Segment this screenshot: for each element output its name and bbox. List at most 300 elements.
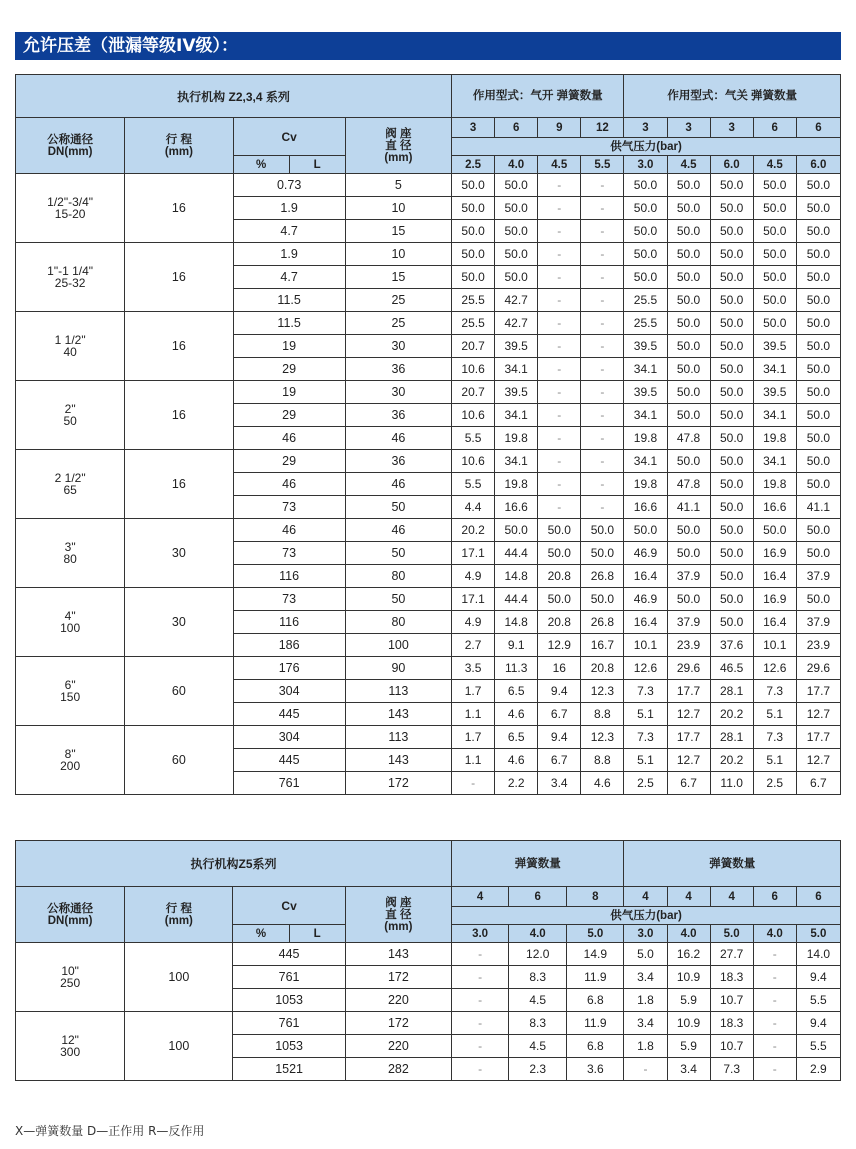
col-l-header: L — [289, 925, 345, 943]
spring-count: 3 — [452, 118, 495, 138]
seat-diameter-cell: 172 — [345, 966, 451, 989]
pressure-value: 50.0 — [667, 588, 710, 611]
pressure-value: 50.0 — [667, 335, 710, 358]
pressure-value: 19.8 — [495, 427, 538, 450]
seat-diameter-cell: 36 — [345, 358, 451, 381]
table-row — [16, 450, 841, 473]
pressure-value: 50.0 — [624, 243, 667, 266]
pressure-value: - — [538, 381, 581, 404]
seat-diameter-cell: 172 — [345, 772, 451, 795]
seat-diameter-cell: 282 — [345, 1058, 451, 1081]
pressure-value: 16.4 — [624, 611, 667, 634]
pressure-value: 50.0 — [796, 289, 840, 312]
pressure-value: 50.0 — [710, 519, 753, 542]
pressure-value: 50.0 — [710, 473, 753, 496]
pressure-value: 42.7 — [495, 312, 538, 335]
pressure-value: 50.0 — [796, 381, 840, 404]
pressure-value: 50.0 — [667, 243, 710, 266]
pressure-value: 50.0 — [710, 358, 753, 381]
cv-cell: 46 — [233, 473, 345, 496]
pressure-value: 6.7 — [538, 703, 581, 726]
pressure-value: 50.0 — [667, 542, 710, 565]
pressure-value: 25.5 — [452, 312, 495, 335]
pressure-value: 50.0 — [452, 243, 495, 266]
pressure-value: 2.5 — [753, 772, 796, 795]
pressure-value: 50.0 — [796, 312, 840, 335]
pressure-value: 25.5 — [624, 289, 667, 312]
pressure-value: - — [581, 473, 624, 496]
pressure-value: 3.6 — [567, 1058, 624, 1081]
seat-diameter-cell: 30 — [345, 335, 451, 358]
pressure-value: 14.8 — [495, 565, 538, 588]
pressure-value: 2.7 — [452, 634, 495, 657]
pressure-value: - — [538, 496, 581, 519]
pressure-value: 44.4 — [495, 542, 538, 565]
pressure-value: - — [581, 427, 624, 450]
seat-diameter-cell: 113 — [345, 680, 451, 703]
table-row — [16, 174, 841, 197]
stroke-cell: 16 — [125, 381, 233, 450]
pressure-value: 34.1 — [495, 404, 538, 427]
pressure-value: 7.3 — [624, 726, 667, 749]
pressure-value: 39.5 — [495, 335, 538, 358]
cv-cell: 0.73 — [233, 174, 345, 197]
pressure-value: 50.0 — [667, 450, 710, 473]
pressure-value: 18.3 — [710, 1012, 753, 1035]
pressure-value: 10.6 — [452, 450, 495, 473]
pressure-value: 9.4 — [538, 680, 581, 703]
pressure-value: 50.0 — [796, 519, 840, 542]
pressure-value: 9.4 — [796, 966, 840, 989]
pressure-value: 1.8 — [624, 989, 667, 1012]
seat-diameter-cell: 46 — [345, 473, 451, 496]
pressure-value: 50.0 — [710, 427, 753, 450]
supply-pressure: 5.0 — [567, 925, 624, 943]
pressure-value: 50.0 — [796, 542, 840, 565]
pressure-value: 12.3 — [581, 726, 624, 749]
cv-cell: 1.9 — [233, 243, 345, 266]
pressure-value: 37.9 — [796, 565, 840, 588]
pressure-value: 39.5 — [753, 381, 796, 404]
pressure-value: - — [452, 966, 509, 989]
pressure-value: 37.9 — [667, 565, 710, 588]
supply-pressure: 3.0 — [624, 925, 667, 943]
col-seat-header: 阀 座 直 径 (mm) — [345, 887, 451, 943]
dn-cell: 10" 250 — [16, 943, 125, 1012]
dn-cell: 4" 100 — [16, 588, 125, 657]
pressure-value: 50.0 — [796, 197, 840, 220]
col-stroke-header: 行 程 (mm) — [125, 118, 233, 174]
pressure-value: 3.5 — [452, 657, 495, 680]
spring-count: 3 — [710, 118, 753, 138]
pressure-value: - — [624, 1058, 667, 1081]
pressure-value: 50.0 — [710, 197, 753, 220]
pressure-value: 50.0 — [796, 358, 840, 381]
seat-diameter-cell: 10 — [345, 243, 451, 266]
pressure-value: 50.0 — [452, 266, 495, 289]
spring-count: 3 — [667, 118, 710, 138]
pressure-value: 5.5 — [452, 427, 495, 450]
cv-cell: 29 — [233, 404, 345, 427]
seat-diameter-cell: 36 — [345, 450, 451, 473]
pressure-value: 41.1 — [667, 496, 710, 519]
pressure-value: 34.1 — [624, 450, 667, 473]
pressure-value: 46.9 — [624, 542, 667, 565]
seat-diameter-cell: 46 — [345, 427, 451, 450]
pressure-value: 6.5 — [495, 680, 538, 703]
pressure-value: - — [538, 197, 581, 220]
pressure-value: 39.5 — [495, 381, 538, 404]
pressure-value: 50.0 — [538, 588, 581, 611]
pressure-value: 50.0 — [667, 197, 710, 220]
pressure-value: 50.0 — [796, 404, 840, 427]
pressure-value: 50.0 — [667, 220, 710, 243]
pressure-value: - — [538, 473, 581, 496]
pressure-value: 4.5 — [509, 1035, 567, 1058]
cv-cell: 304 — [233, 680, 345, 703]
supply-pressure: 4.0 — [753, 925, 796, 943]
seat-diameter-cell: 50 — [345, 542, 451, 565]
pressure-value: 50.0 — [753, 519, 796, 542]
pressure-value: 50.0 — [624, 197, 667, 220]
pressure-value: 12.7 — [667, 703, 710, 726]
pressure-value: 34.1 — [624, 358, 667, 381]
pressure-value: 18.3 — [710, 966, 753, 989]
pressure-value: - — [753, 966, 796, 989]
pressure-value: 50.0 — [753, 174, 796, 197]
pressure-value: 26.8 — [581, 611, 624, 634]
pressure-value: 3.4 — [624, 966, 667, 989]
col-dn-header: 公称通径 DN(mm) — [16, 887, 125, 943]
pressure-value: 50.0 — [581, 542, 624, 565]
pressure-value: - — [581, 335, 624, 358]
pressure-value: - — [581, 289, 624, 312]
pressure-value: 2.2 — [495, 772, 538, 795]
supply-pressure: 4.5 — [667, 156, 710, 174]
spring-count: 4 — [710, 887, 753, 907]
seat-diameter-cell: 10 — [345, 197, 451, 220]
pressure-value: 39.5 — [753, 335, 796, 358]
pressure-value: 4.9 — [452, 611, 495, 634]
pressure-value: - — [581, 358, 624, 381]
pressure-value: 14.0 — [796, 943, 840, 966]
cv-cell: 4.7 — [233, 266, 345, 289]
pressure-value: - — [538, 220, 581, 243]
pressure-value: - — [753, 943, 796, 966]
pressure-value: 10.9 — [667, 1012, 710, 1035]
pressure-value: 16.7 — [581, 634, 624, 657]
cv-cell: 304 — [233, 726, 345, 749]
pressure-value: 41.1 — [796, 496, 840, 519]
supply-pressure: 5.0 — [796, 925, 840, 943]
seat-diameter-cell: 80 — [345, 611, 451, 634]
pressure-value: 50.0 — [710, 381, 753, 404]
pressure-value: 27.7 — [710, 943, 753, 966]
cv-cell: 761 — [233, 772, 345, 795]
pressure-value: 50.0 — [667, 404, 710, 427]
pressure-value: 50.0 — [624, 266, 667, 289]
table-row — [16, 657, 841, 680]
seat-diameter-cell: 36 — [345, 404, 451, 427]
pressure-value: 50.0 — [710, 312, 753, 335]
table-row — [16, 519, 841, 542]
pressure-value: - — [581, 266, 624, 289]
pressure-value: 20.7 — [452, 335, 495, 358]
seat-diameter-cell: 15 — [345, 266, 451, 289]
pressure-value: - — [581, 220, 624, 243]
pressure-value: 50.0 — [538, 519, 581, 542]
stroke-cell: 16 — [125, 243, 233, 312]
pressure-value: 11.9 — [567, 1012, 624, 1035]
pressure-value: 16.6 — [495, 496, 538, 519]
series-label: 执行机构 Z2,3,4 系列 — [16, 75, 452, 118]
cv-cell: 19 — [233, 335, 345, 358]
table-row — [16, 243, 841, 266]
pressure-value: 4.5 — [509, 989, 567, 1012]
pressure-value: 50.0 — [452, 174, 495, 197]
pressure-value: 50.0 — [452, 220, 495, 243]
pressure-value: 50.0 — [710, 335, 753, 358]
pressure-value: 19.8 — [753, 427, 796, 450]
pressure-value: 9.1 — [495, 634, 538, 657]
pressure-value: 5.9 — [667, 1035, 710, 1058]
col-seat-header: 阀 座 直 径 (mm) — [345, 118, 451, 174]
pressure-value: 12.7 — [796, 749, 840, 772]
pressure-value: 50.0 — [710, 611, 753, 634]
pressure-value: 17.1 — [452, 588, 495, 611]
pressure-value: 5.1 — [624, 749, 667, 772]
pressure-value: 3.4 — [667, 1058, 710, 1081]
pressure-value: - — [452, 943, 509, 966]
cv-cell: 11.5 — [233, 289, 345, 312]
pressure-value: - — [753, 989, 796, 1012]
cv-cell: 761 — [233, 966, 345, 989]
pressure-value: 50.0 — [796, 220, 840, 243]
pressure-value: 10.6 — [452, 358, 495, 381]
pressure-value: - — [538, 266, 581, 289]
cv-cell: 46 — [233, 427, 345, 450]
pressure-table-z234 — [15, 74, 841, 795]
cv-cell: 1.9 — [233, 197, 345, 220]
pressure-value: 1.1 — [452, 749, 495, 772]
supply-pressure: 3.0 — [452, 925, 509, 943]
pressure-value: - — [538, 174, 581, 197]
supply-pressure: 4.0 — [495, 156, 538, 174]
pressure-value: 1.7 — [452, 726, 495, 749]
pressure-value: 20.8 — [538, 565, 581, 588]
pressure-value: 50.0 — [710, 588, 753, 611]
seat-diameter-cell: 25 — [345, 289, 451, 312]
pressure-value: 50.0 — [796, 335, 840, 358]
pressure-value: 50.0 — [710, 450, 753, 473]
pressure-value: 50.0 — [710, 404, 753, 427]
pressure-value: 16.4 — [753, 565, 796, 588]
pressure-value: 16.6 — [753, 496, 796, 519]
pressure-value: 20.2 — [452, 519, 495, 542]
spring-count: 6 — [796, 887, 840, 907]
seat-diameter-cell: 50 — [345, 496, 451, 519]
pressure-value: 46.9 — [624, 588, 667, 611]
pressure-value: 4.6 — [581, 772, 624, 795]
pressure-value: 19.8 — [624, 473, 667, 496]
pressure-value: 2.3 — [509, 1058, 567, 1081]
pressure-value: 50.0 — [710, 542, 753, 565]
pressure-value: 50.0 — [796, 174, 840, 197]
stroke-cell: 60 — [125, 657, 233, 726]
pressure-value: 6.7 — [667, 772, 710, 795]
spring-count: 12 — [581, 118, 624, 138]
pressure-value: 16.6 — [624, 496, 667, 519]
stroke-cell: 100 — [125, 1012, 233, 1081]
pressure-value: - — [581, 381, 624, 404]
seat-diameter-cell: 172 — [345, 1012, 451, 1035]
pressure-value: 50.0 — [753, 289, 796, 312]
supply-pressure: 4.5 — [538, 156, 581, 174]
pressure-value: 2.5 — [624, 772, 667, 795]
cv-cell: 29 — [233, 358, 345, 381]
col-dn-header: 公称通径 DN(mm) — [16, 118, 125, 174]
cv-cell: 1521 — [233, 1058, 345, 1081]
pressure-value: 2.9 — [796, 1058, 840, 1081]
pressure-value: 5.5 — [796, 1035, 840, 1058]
pressure-value: 5.5 — [452, 473, 495, 496]
pressure-value: 50.0 — [710, 243, 753, 266]
pressure-value: 50.0 — [495, 519, 538, 542]
seat-diameter-cell: 25 — [345, 312, 451, 335]
cv-cell: 46 — [233, 519, 345, 542]
mode-open-header: 作用型式：气开 弹簧数量 — [452, 75, 624, 118]
dn-cell: 8" 200 — [16, 726, 125, 795]
seat-diameter-cell: 113 — [345, 726, 451, 749]
spring-count: 6 — [796, 118, 840, 138]
pressure-value: 4.4 — [452, 496, 495, 519]
pressure-value: 34.1 — [753, 358, 796, 381]
pressure-value: 42.7 — [495, 289, 538, 312]
dn-cell: 2" 50 — [16, 381, 125, 450]
table-row — [16, 1012, 841, 1035]
pressure-value: 3.4 — [538, 772, 581, 795]
pressure-value: 50.0 — [624, 220, 667, 243]
pressure-value: 50.0 — [624, 174, 667, 197]
pressure-value: 7.3 — [710, 1058, 753, 1081]
seat-diameter-cell: 220 — [345, 989, 451, 1012]
cv-cell: 1053 — [233, 1035, 345, 1058]
pressure-value: 5.9 — [667, 989, 710, 1012]
pressure-value: 37.9 — [667, 611, 710, 634]
pressure-value: - — [581, 174, 624, 197]
col-cv-header: Cv — [233, 118, 345, 156]
pressure-value: 12.6 — [624, 657, 667, 680]
pressure-value: 50.0 — [667, 312, 710, 335]
supply-pressure: 6.0 — [710, 156, 753, 174]
pressure-value: 11.3 — [495, 657, 538, 680]
pressure-value: 16.4 — [753, 611, 796, 634]
pressure-value: 16.9 — [753, 542, 796, 565]
pressure-value: - — [538, 243, 581, 266]
pressure-value: 50.0 — [667, 381, 710, 404]
table-row — [16, 381, 841, 404]
pressure-value: 17.7 — [667, 680, 710, 703]
pressure-value: 50.0 — [495, 220, 538, 243]
pressure-value: 34.1 — [624, 404, 667, 427]
seat-diameter-cell: 100 — [345, 634, 451, 657]
pressure-value: 10.7 — [710, 989, 753, 1012]
pressure-value: 4.6 — [495, 703, 538, 726]
pressure-value: 8.8 — [581, 703, 624, 726]
dn-cell: 12" 300 — [16, 1012, 125, 1081]
pressure-value: - — [452, 1035, 509, 1058]
pressure-value: 5.1 — [753, 703, 796, 726]
pressure-value: 20.2 — [710, 703, 753, 726]
pressure-value: 50.0 — [495, 174, 538, 197]
pressure-value: 16 — [538, 657, 581, 680]
cv-cell: 116 — [233, 611, 345, 634]
pressure-value: - — [581, 243, 624, 266]
pressure-value: 7.3 — [624, 680, 667, 703]
cv-cell: 445 — [233, 943, 345, 966]
cv-cell: 73 — [233, 542, 345, 565]
pressure-value: 37.9 — [796, 611, 840, 634]
pressure-value: 39.5 — [624, 335, 667, 358]
pressure-value: 29.6 — [667, 657, 710, 680]
pressure-value: 19.8 — [753, 473, 796, 496]
supply-pressure: 6.0 — [796, 156, 840, 174]
pressure-value: 50.0 — [796, 266, 840, 289]
pressure-value: 50.0 — [667, 358, 710, 381]
seat-diameter-cell: 90 — [345, 657, 451, 680]
spring-count: 4 — [667, 887, 710, 907]
pressure-value: 50.0 — [710, 174, 753, 197]
pressure-value: 10.7 — [710, 1035, 753, 1058]
seat-diameter-cell: 50 — [345, 588, 451, 611]
pressure-value: 8.8 — [581, 749, 624, 772]
springs-label-close: 弹簧数量 — [624, 841, 841, 887]
pressure-value: - — [538, 289, 581, 312]
table-row — [16, 312, 841, 335]
pressure-value: 6.7 — [538, 749, 581, 772]
pressure-value: 50.0 — [710, 565, 753, 588]
table-row — [16, 726, 841, 749]
pressure-value: 50.0 — [753, 312, 796, 335]
pressure-value: 7.3 — [753, 680, 796, 703]
seat-diameter-cell: 220 — [345, 1035, 451, 1058]
cv-cell: 73 — [233, 496, 345, 519]
pressure-value: 4.6 — [495, 749, 538, 772]
pressure-value: 20.2 — [710, 749, 753, 772]
pressure-value: 50.0 — [495, 266, 538, 289]
pressure-value: 50.0 — [753, 266, 796, 289]
pressure-value: 50.0 — [753, 220, 796, 243]
pressure-value: 8.3 — [509, 966, 567, 989]
pressure-value: 6.8 — [567, 1035, 624, 1058]
pressure-value: 16.9 — [753, 588, 796, 611]
pressure-value: 50.0 — [710, 220, 753, 243]
pressure-value: 50.0 — [495, 197, 538, 220]
spring-count: 6 — [753, 118, 796, 138]
stroke-cell: 16 — [125, 174, 233, 243]
pressure-value: 8.3 — [509, 1012, 567, 1035]
pressure-value: 9.4 — [796, 1012, 840, 1035]
page-title: 允许压差（泄漏等级IV级）： — [15, 32, 841, 60]
pressure-value: 50.0 — [710, 289, 753, 312]
pressure-value: 46.5 — [710, 657, 753, 680]
seat-diameter-cell: 143 — [345, 943, 451, 966]
pressure-value: 50.0 — [710, 266, 753, 289]
pressure-value: - — [538, 358, 581, 381]
pressure-value: - — [452, 1012, 509, 1035]
pressure-value: 50.0 — [495, 243, 538, 266]
pressure-value: 50.0 — [667, 519, 710, 542]
